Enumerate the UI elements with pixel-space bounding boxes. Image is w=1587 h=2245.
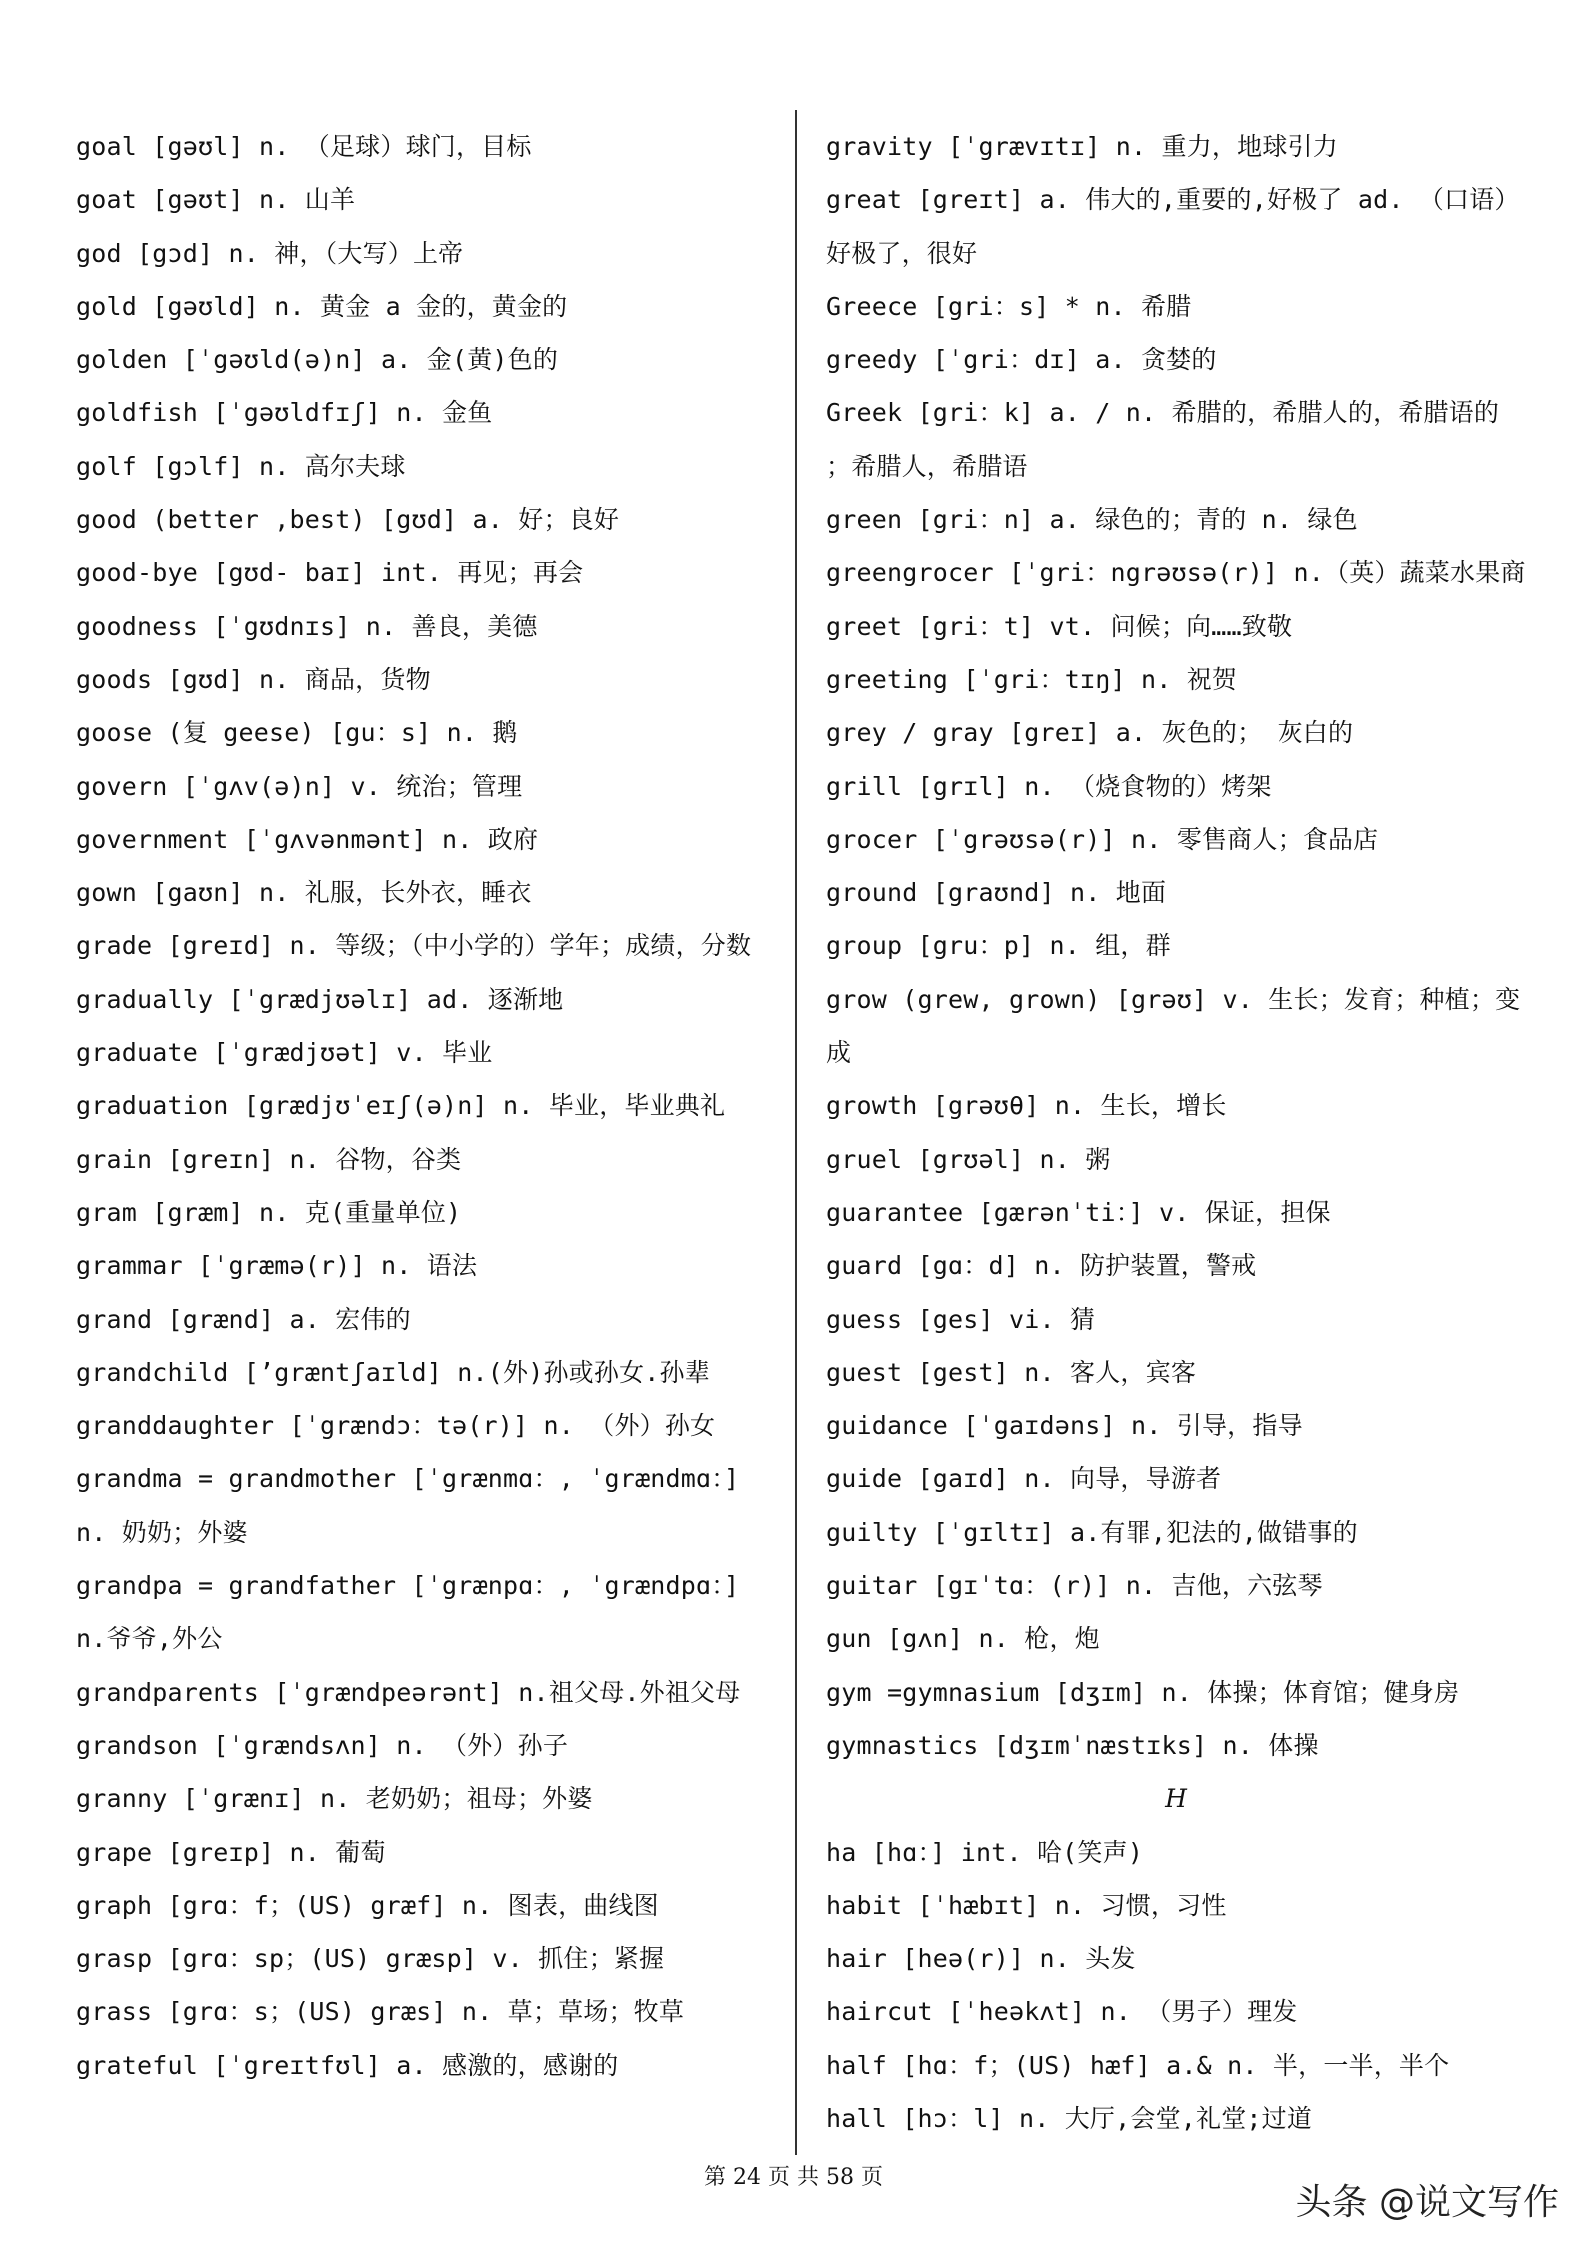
vocab-entry: gym =gymnasium [dʒɪm] n. 体操；体育馆；健身房 bbox=[826, 1677, 1460, 1707]
vocab-entry: haircut [ˈheəkʌt] n. （男子）理发 bbox=[826, 1997, 1298, 2027]
vocab-entry: grade [greɪd] n. 等级；（中小学的）学年；成绩，分数 bbox=[76, 931, 752, 961]
vocab-entry: guest [gest] n. 客人，宾客 bbox=[826, 1357, 1197, 1387]
vocab-entry: guidance [ˈgaɪdəns] n. 引导，指导 bbox=[826, 1411, 1303, 1441]
right-column-g-entries bbox=[826, 120, 1526, 1772]
vocab-entry: goose (复 geese) [gu：s] n. 鹅 bbox=[76, 718, 518, 748]
vocab-entry: golf [gɔlf] n. 高尔夫球 bbox=[76, 451, 406, 481]
vocab-entry: grand [grænd] a. 宏伟的 bbox=[76, 1304, 411, 1334]
vocab-entry: government [ˈgʌvənmənt] n. 政府 bbox=[76, 824, 539, 854]
vocab-entry: graph [grɑ：f；(US) græf] n. 图表，曲线图 bbox=[76, 1890, 659, 1920]
vocab-entry: good-bye [gʊd- baɪ] int. 再见；再会 bbox=[76, 558, 584, 588]
vocab-entry: grateful [ˈgreɪtfʊl] a. 感激的，感谢的 bbox=[76, 2050, 619, 2080]
vocab-entry: half [hɑ：f；(US) hæf] a.& n. 半，一半，半个 bbox=[826, 2050, 1450, 2080]
vocab-entry: grass [grɑ：s；(US) græs] n. 草；草场；牧草 bbox=[76, 1997, 685, 2027]
vocab-entry: gun [gʌn] n. 枪，炮 bbox=[826, 1624, 1100, 1654]
vocab-entry: Greece [gri：s] * n. 希腊 bbox=[826, 291, 1192, 321]
vocab-entry: graduation [grædjʊˈeɪʃ(ə)n] n. 毕业，毕业典礼 bbox=[76, 1091, 726, 1121]
vocab-entry: grandpa = grandfather [ˈgrænpɑ：, ˈgrændpɑ：] n.爷爷,外公 bbox=[76, 1571, 740, 1654]
vocab-entry: habit [ˈhæbɪt] n. 习惯，习性 bbox=[826, 1890, 1227, 1920]
right-column-h-entries bbox=[826, 1826, 1526, 2146]
vocab-entry: guess [ges] vi. 猜 bbox=[826, 1304, 1096, 1334]
vocab-entry: hair [heə(r)] n. 头发 bbox=[826, 1944, 1136, 1974]
vocab-entry: grain [greɪn] n. 谷物，谷类 bbox=[76, 1144, 462, 1174]
vocab-entry: ha [hɑ：] int. 哈(笑声) bbox=[826, 1837, 1144, 1867]
vocab-entry: great [greɪt] a. 伟大的,重要的,好极了 ad. （口语）好极了，很好 bbox=[826, 185, 1520, 268]
vocab-entry: grandma = grandmother [ˈgrænmɑ：, ˈgrændmɑ：] n. 奶奶；外婆 bbox=[76, 1464, 740, 1547]
vocab-entry: grey / gray [greɪ] a. 灰色的； 灰白的 bbox=[826, 718, 1354, 748]
vocab-entry: gown [gaʊn] n. 礼服，长外衣，睡衣 bbox=[76, 878, 532, 908]
vocab-entry: greengrocer [ˈgri：ngrəʊsə(r)] n.（英）蔬菜水果商 bbox=[826, 558, 1526, 588]
vocab-entry: grocer [ˈgrəʊsə(r)] n. 零售商人；食品店 bbox=[826, 824, 1379, 854]
vocab-entry: gradually [ˈgrædjʊəlɪ] ad. 逐渐地 bbox=[76, 984, 564, 1014]
column-divider bbox=[795, 110, 797, 2155]
vocab-entry: guarantee [gærənˈti：] v. 保证，担保 bbox=[826, 1197, 1331, 1227]
vocab-entry: goat [gəʊt] n. 山羊 bbox=[76, 185, 356, 215]
vocab-entry: guide [gaɪd] n. 向导，导游者 bbox=[826, 1464, 1222, 1494]
vocab-entry: goods [gʊd] n. 商品，货物 bbox=[76, 664, 431, 694]
vocab-entry: gram [græm] n. 克(重量单位) bbox=[76, 1197, 462, 1227]
vocab-entry: guilty [ˈgɪltɪ] a.有罪,犯法的,做错事的 bbox=[826, 1517, 1358, 1547]
vocab-entry: grandparents [ˈgrændpeərənt] n.祖父母.外祖父母 bbox=[76, 1677, 741, 1707]
vocab-entry: gravity [ˈgrævɪtɪ] n. 重力，地球引力 bbox=[826, 132, 1338, 161]
vocab-entry: guitar [gɪˈtɑ：(r)] n. 吉他，六弦琴 bbox=[826, 1571, 1323, 1601]
vocab-entry: gruel [grʊəl] n. 粥 bbox=[826, 1144, 1111, 1174]
vocab-entry: ground [graʊnd] n. 地面 bbox=[826, 878, 1167, 908]
vocab-entry: grill [grɪl] n. （烧食物的）烤架 bbox=[826, 771, 1272, 801]
vocab-entry: greeting [ˈgri：tɪŋ] n. 祝贺 bbox=[826, 664, 1238, 694]
vocab-entry: guard [gɑ：d] n. 防护装置，警戒 bbox=[826, 1251, 1257, 1281]
vocab-entry: gold [gəʊld] n. 黄金 a 金的，黄金的 bbox=[76, 291, 568, 321]
vocab-entry: granny [ˈgrænɪ] n. 老奶奶；祖母；外婆 bbox=[76, 1784, 593, 1814]
vocab-entry: hall [hɔ：l] n. 大厅,会堂,礼堂;过道 bbox=[826, 2103, 1313, 2133]
left-column bbox=[76, 120, 776, 2092]
vocab-entry: goal [gəʊl] n. （足球）球门，目标 bbox=[76, 132, 532, 161]
vocab-entry: green [gri：n] a. 绿色的；青的 n. 绿色 bbox=[826, 505, 1358, 535]
vocab-entry: goldfish [ˈgəʊldfɪʃ] n. 金鱼 bbox=[76, 398, 493, 428]
vocab-entry: grammar [ˈgræmə(r)] n. 语法 bbox=[76, 1251, 478, 1281]
vocab-entry: grasp [grɑ：sp；(US) græsp] v. 抓住；紧握 bbox=[76, 1944, 665, 1974]
vocab-entry: govern [ˈgʌv(ə)n] v. 统治；管理 bbox=[76, 771, 523, 801]
vocab-entry: granddaughter [ˈgrændɔ：tə(r)] n. （外）孙女 bbox=[76, 1411, 716, 1441]
vocab-entry: grandson [ˈgrændsʌn] n. （外）孙子 bbox=[76, 1730, 569, 1760]
vocab-entry: grandchild [’græntʃaɪld] n.(外)孙或孙女.孙辈 bbox=[76, 1357, 710, 1387]
right-column bbox=[826, 120, 1526, 2145]
vocab-entry: Greek [gri：k] a. / n. 希腊的，希腊人的，希腊语的 ；希腊人，希腊语 bbox=[826, 398, 1500, 481]
watermark: 头条 @说文写作 bbox=[1295, 2182, 1559, 2223]
vocab-entry: grow (grew, grown) [grəʊ] v. 生长；发育；种植；变成 bbox=[826, 984, 1521, 1068]
vocab-entry: gymnastics [dʒɪmˈnæstɪks] n. 体操 bbox=[826, 1730, 1319, 1760]
page-footer: 第 24 页 共 58 页 bbox=[704, 2165, 883, 2190]
vocab-entry: greedy [ˈgri：dɪ] a. 贪婪的 bbox=[826, 345, 1217, 375]
vocab-entry: group [gru：p] n. 组，群 bbox=[826, 931, 1171, 961]
vocab-entry: golden [ˈgəʊld(ə)n] a. 金(黄)色的 bbox=[76, 345, 559, 375]
vocab-entry: grape [greɪp] n. 葡萄 bbox=[76, 1837, 386, 1867]
vocab-entry: growth [grəʊθ] n. 生长，增长 bbox=[826, 1091, 1227, 1121]
vocab-entry: greet [gri：t] vt. 问候；向……致敬 bbox=[826, 611, 1293, 641]
vocab-entry: graduate [ˈgrædjʊət] v. 毕业 bbox=[76, 1038, 493, 1068]
section-letter: H bbox=[1165, 1784, 1187, 1814]
vocab-entry: god [gɔd] n. 神，（大写）上帝 bbox=[76, 238, 464, 268]
vocab-entry: goodness [ˈgʊdnɪs] n. 善良，美德 bbox=[76, 611, 538, 641]
vocab-entry: good (better ,best) [gʊd] a. 好；良好 bbox=[76, 505, 620, 535]
